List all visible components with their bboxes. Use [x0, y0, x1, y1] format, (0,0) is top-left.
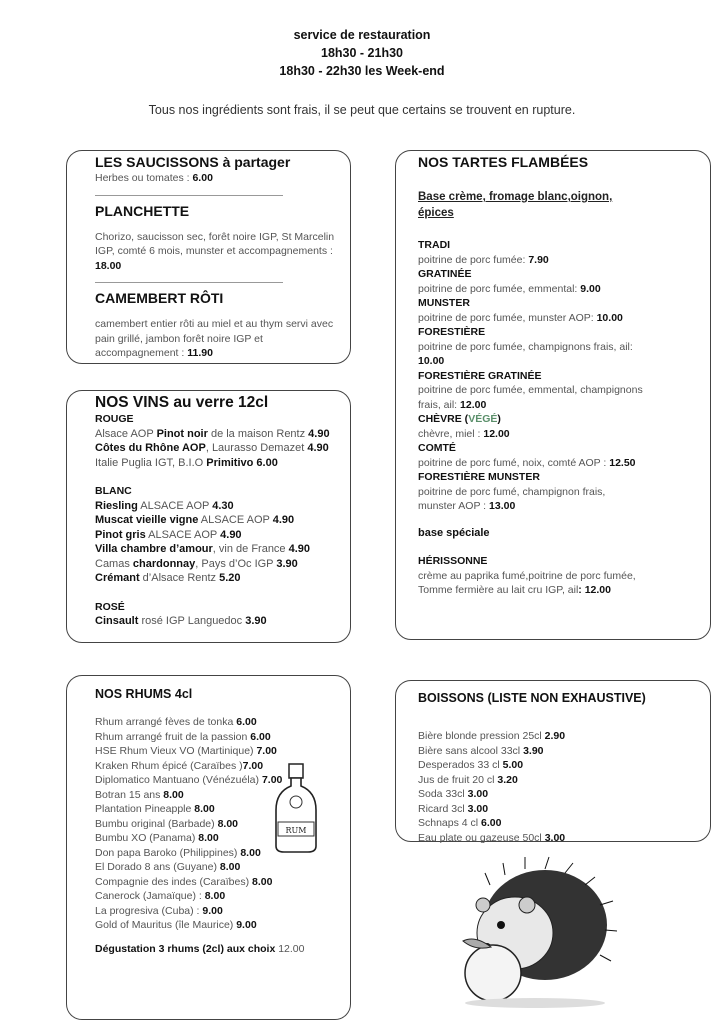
rum-bottle-illustration — [272, 762, 320, 854]
tarte-description — [418, 383, 643, 412]
price-or-bold-text: 8.00 — [217, 817, 239, 830]
text: Botran 15 ans — [95, 788, 164, 801]
price-or-bold-text: 3.90 — [523, 744, 544, 757]
menu-item — [418, 816, 700, 831]
price-or-bold-text: Crémant — [95, 572, 140, 584]
menu-item — [95, 557, 340, 572]
price-or-bold-text: 10.00 — [596, 311, 623, 324]
price-or-bold-text: 2.90 — [544, 730, 566, 742]
text: Canerock (Jamaïque) : — [95, 890, 205, 902]
divider — [95, 195, 283, 196]
text: Chorizo, saucisson sec, forêt noire IGP, St Marcelin IGP, comté 6 mois, munster et accompagnements : — [95, 230, 335, 257]
text: Diplomatico Mantuano (Vénézuéla) — [95, 774, 262, 786]
price-or-bold-text: 6.00 — [250, 730, 271, 743]
tarte-name — [418, 267, 700, 282]
text: FORESTIÈRE GRATINÉE — [418, 369, 542, 382]
text: camembert entier rôti au miel et au thym servi avec pain grillé, jambon forêt noire IGP et accompagnement : — [95, 318, 334, 359]
tarte-name — [418, 296, 700, 311]
price-or-bold-text: 13.00 — [489, 500, 516, 512]
text: , vin de France — [212, 543, 289, 555]
tartes-base: Base crème, fromage blanc,oignon, épices — [418, 191, 613, 219]
text: Jus de fruit 20 cl — [418, 773, 498, 786]
price-or-bold-text: 8.00 — [194, 803, 215, 815]
price-or-bold-text: 6.00 — [481, 817, 502, 829]
price-or-bold-text: 18.00 — [95, 259, 122, 272]
price-or-bold-text: 8.00 — [163, 788, 184, 801]
text: d’Alsace Rentz — [139, 572, 220, 584]
price-or-bold-text: 9.00 — [202, 904, 223, 917]
menu-item — [95, 744, 340, 759]
text: poitrine de porc fumée, champignons frais, ail: — [418, 340, 633, 353]
price-or-bold-text: 4.90 — [220, 528, 242, 541]
hours-weekday: 18h30 - 21h30 — [321, 46, 403, 60]
item-list — [95, 499, 340, 586]
price-or-bold-text: Pinot noir — [156, 427, 208, 440]
text: Ricard 3cl — [418, 802, 468, 815]
text: poitrine de porc fumée, emmental: — [418, 282, 581, 295]
price-or-bold-text: 8.00 — [198, 832, 219, 844]
price-or-bold-text: 7.90 — [528, 253, 549, 266]
text: Gold of Mauritus (île Maurice) — [95, 919, 237, 931]
menu-item — [95, 317, 340, 361]
price-or-bold-text: 8.00 — [219, 861, 241, 873]
menu-item — [95, 171, 340, 186]
hours-weekend: 18h30 - 22h30 les Week-end — [279, 64, 445, 78]
item-list — [418, 729, 700, 845]
degustation-line — [95, 942, 340, 957]
price-or-bold-text: 3.00 — [467, 802, 489, 815]
price-or-bold-text: 8.00 — [240, 846, 261, 859]
vege-tag: VÉGÉ — [468, 413, 498, 425]
price-or-bold-text: 5.20 — [219, 572, 241, 584]
text: ALSACE AOP — [145, 528, 221, 541]
tarte-description — [418, 427, 643, 442]
tarte-description — [418, 340, 643, 369]
price-or-bold-text: 4.90 — [307, 442, 329, 454]
freshness-note: Tous nos ingrédients sont frais, il se peut que certains se trouvent en rupture. — [148, 103, 576, 117]
price-or-bold-text: 12.00 — [483, 427, 510, 440]
menu-item — [418, 773, 700, 788]
price-or-bold-text: Cinsault — [95, 615, 139, 627]
price-or-bold-text: 8.00 — [204, 890, 226, 902]
text: Bière sans alcool 33cl — [418, 744, 524, 757]
menu-item — [95, 875, 340, 890]
text: Plantation Pineapple — [95, 803, 195, 815]
price-or-bold-text: Côtes du Rhône AOP — [95, 442, 206, 454]
price-or-bold-text: 9.00 — [236, 919, 257, 931]
price-or-bold-text: 4.90 — [272, 514, 295, 526]
menu-item — [95, 571, 340, 586]
item-list — [95, 317, 340, 361]
tarte-description — [418, 569, 658, 598]
price-or-bold-text: 3.90 — [276, 557, 298, 570]
price-or-bold-text: 3.00 — [544, 831, 566, 844]
text: Bière blonde pression 25cl — [418, 730, 545, 742]
tarte-name — [418, 412, 700, 427]
price-or-bold-text: Pinot gris — [95, 528, 146, 541]
text: ALSACE AOP — [198, 514, 273, 526]
price-or-bold-text: Primitivo 6.00 — [206, 456, 278, 469]
text: Italie Puglia IGT, B.I.O — [95, 456, 207, 469]
tarte-description — [418, 311, 643, 326]
text: HSE Rhum Vieux VO (Martinique) — [95, 745, 257, 757]
price-or-bold-text: : 12.00 — [578, 584, 611, 596]
service-title: service de restauration — [293, 28, 431, 42]
menu-item — [418, 802, 700, 817]
menu-item — [418, 729, 700, 744]
tartes-title: NOS TARTES FLAMBÉES — [418, 154, 589, 170]
blanc-label: BLANC — [95, 485, 132, 497]
text: Herbes ou tomates : — [95, 172, 193, 184]
text: FORESTIÈRE MUNSTER — [418, 471, 540, 483]
menu-item — [95, 542, 340, 557]
text: Rhum arrangé fèves de tonka — [95, 716, 237, 728]
menu-item — [418, 744, 700, 759]
vins-section — [66, 390, 351, 643]
menu-item — [418, 787, 700, 802]
tarte-name — [418, 441, 700, 456]
menu-item — [95, 230, 340, 274]
menu-item — [95, 528, 340, 543]
text: , Laurasso Demazet — [205, 442, 308, 454]
text: Soda 33cl — [418, 788, 468, 800]
vins-title: NOS VINS au verre 12cl — [95, 394, 269, 411]
text: GRATINÉE — [418, 268, 472, 280]
price-or-bold-text: Villa chambre d’amour — [95, 543, 213, 555]
text: Alsace AOP — [95, 427, 157, 440]
boissons-title: BOISSONS (LISTE NON EXHAUSTIVE) — [418, 691, 646, 705]
price-or-bold-text: 3.00 — [467, 788, 489, 800]
text: rosé IGP Languedoc — [138, 615, 246, 627]
price-or-bold-text: 10.00 — [418, 355, 445, 367]
price-or-bold-text: Dégustation 3 rhums (2cl) aux choix — [95, 942, 276, 955]
text: Bumbu original (Barbade) — [95, 817, 218, 830]
text: Eau plate ou gazeuse 50cl — [418, 831, 545, 844]
text: FORESTIÈRE — [418, 326, 486, 338]
item-list — [95, 230, 340, 274]
text: chèvre, miel : — [418, 427, 484, 440]
text: Compagnie des indes (Caraïbes) — [95, 875, 252, 888]
tarte-description — [418, 282, 643, 297]
text: poitrine de porc fumée, emmental, champignons frais, ail: — [418, 384, 643, 411]
price-or-bold-text: 9.00 — [580, 282, 601, 295]
tarte-description — [418, 485, 643, 514]
hedgehog-apple-illustration — [445, 855, 625, 1015]
tartes-section — [395, 150, 711, 640]
text: MUNSTER — [418, 297, 470, 309]
tarte-name — [418, 470, 700, 485]
menu-item — [95, 427, 340, 442]
text: Kraken Rhum épicé (Caraïbes ) — [95, 759, 243, 772]
tarte-name — [418, 238, 700, 253]
price-or-bold-text: 3.90 — [245, 615, 267, 627]
menu-item — [95, 456, 340, 471]
tarte-description — [418, 456, 643, 471]
rhums-section — [66, 675, 351, 1020]
text: TRADI — [418, 239, 451, 251]
item-list — [95, 614, 340, 629]
menu-item — [95, 441, 340, 456]
text: , Pays d’Oc IGP — [195, 557, 277, 570]
text: ) — [497, 413, 501, 425]
text: Don papa Baroko (Philippines) — [95, 846, 241, 859]
text: crème au paprika fumé,poitrine de porc fumée, Tomme fermière au lait cru IGP, ail — [418, 569, 636, 596]
menu-item — [95, 715, 340, 730]
price-or-bold-text: 6.00 — [192, 172, 213, 184]
item-list — [95, 171, 340, 186]
menu-item — [95, 889, 340, 904]
text: ALSACE AOP — [137, 499, 213, 512]
tartes-list — [418, 238, 700, 514]
price-or-bold-text: 11.90 — [187, 347, 213, 359]
price-or-bold-text: 6.00 — [236, 716, 257, 728]
text: poitrine de porc fumée: — [418, 253, 529, 266]
saucissons-title: LES SAUCISSONS à partager — [95, 154, 291, 170]
text: poitrine de porc fumée, munster AOP: — [418, 311, 597, 324]
price-or-bold-text: 4.30 — [212, 499, 234, 512]
price-or-bold-text: 4.90 — [308, 427, 330, 440]
text: CHÈVRE ( — [418, 413, 469, 425]
bottle-label: RUM — [285, 826, 307, 835]
menu-item — [95, 860, 340, 875]
price-or-bold-text: 8.00 — [252, 875, 273, 888]
price-or-bold-text: Riesling — [95, 499, 138, 512]
tarte-name — [418, 369, 700, 384]
text: Camas — [95, 557, 133, 570]
menu-item — [95, 904, 340, 919]
menu-item — [95, 499, 340, 514]
price-or-bold-text: 12.50 — [609, 456, 636, 469]
base-speciale-label: base spéciale — [418, 526, 490, 539]
price-or-bold-text: 3.20 — [497, 773, 518, 786]
text: poitrine de porc fumé, noix, comté AOP : — [418, 456, 610, 469]
planchette-title: PLANCHETTE — [95, 202, 190, 219]
menu-item — [95, 513, 340, 528]
menu-item — [418, 831, 700, 846]
text: Bumbu XO (Panama) — [95, 832, 199, 844]
menu-item — [95, 614, 340, 629]
tarte-description — [418, 253, 643, 268]
price-or-bold-text: 4.90 — [288, 543, 311, 555]
menu-item — [418, 758, 700, 773]
divider — [95, 282, 283, 283]
text: Schnaps 4 cl — [418, 817, 482, 829]
price-or-bold-text: 5.00 — [502, 759, 524, 771]
rhums-title: NOS RHUMS 4cl — [95, 687, 193, 701]
saucissons-section — [66, 150, 351, 364]
camembert-title: CAMEMBERT RÔTI — [95, 290, 224, 306]
item-list — [95, 427, 340, 471]
price-or-bold-text: 7.00 — [261, 774, 283, 786]
tarte-name: HÉRISSONNE — [418, 555, 488, 567]
rose-label: ROSÉ — [95, 600, 125, 613]
price-or-bold-text: 7.00 — [242, 759, 264, 772]
service-hours — [0, 26, 724, 80]
text: Desperados 33 cl — [418, 759, 503, 771]
text: El Dorado 8 ans (Guyane) — [95, 861, 220, 873]
price-or-bold-text: chardonnay — [132, 557, 196, 570]
price-or-bold-text: Muscat vieille vigne — [95, 514, 199, 526]
text: poitrine de porc fumé, champignon frais, munster AOP : — [418, 485, 606, 512]
text: 12.00 — [275, 942, 305, 955]
menu-item — [95, 730, 340, 745]
text: Rhum arrangé fruit de la passion — [95, 730, 251, 743]
rouge-label: ROUGE — [95, 413, 134, 425]
text: COMTÉ — [418, 442, 456, 454]
text: de la maison Rentz — [207, 427, 309, 440]
tarte-name — [418, 325, 700, 340]
text: La progresiva (Cuba) : — [95, 904, 203, 917]
menu-item — [95, 918, 340, 933]
boissons-section — [395, 680, 711, 842]
price-or-bold-text: 12.00 — [460, 398, 487, 411]
price-or-bold-text: 7.00 — [256, 745, 277, 757]
